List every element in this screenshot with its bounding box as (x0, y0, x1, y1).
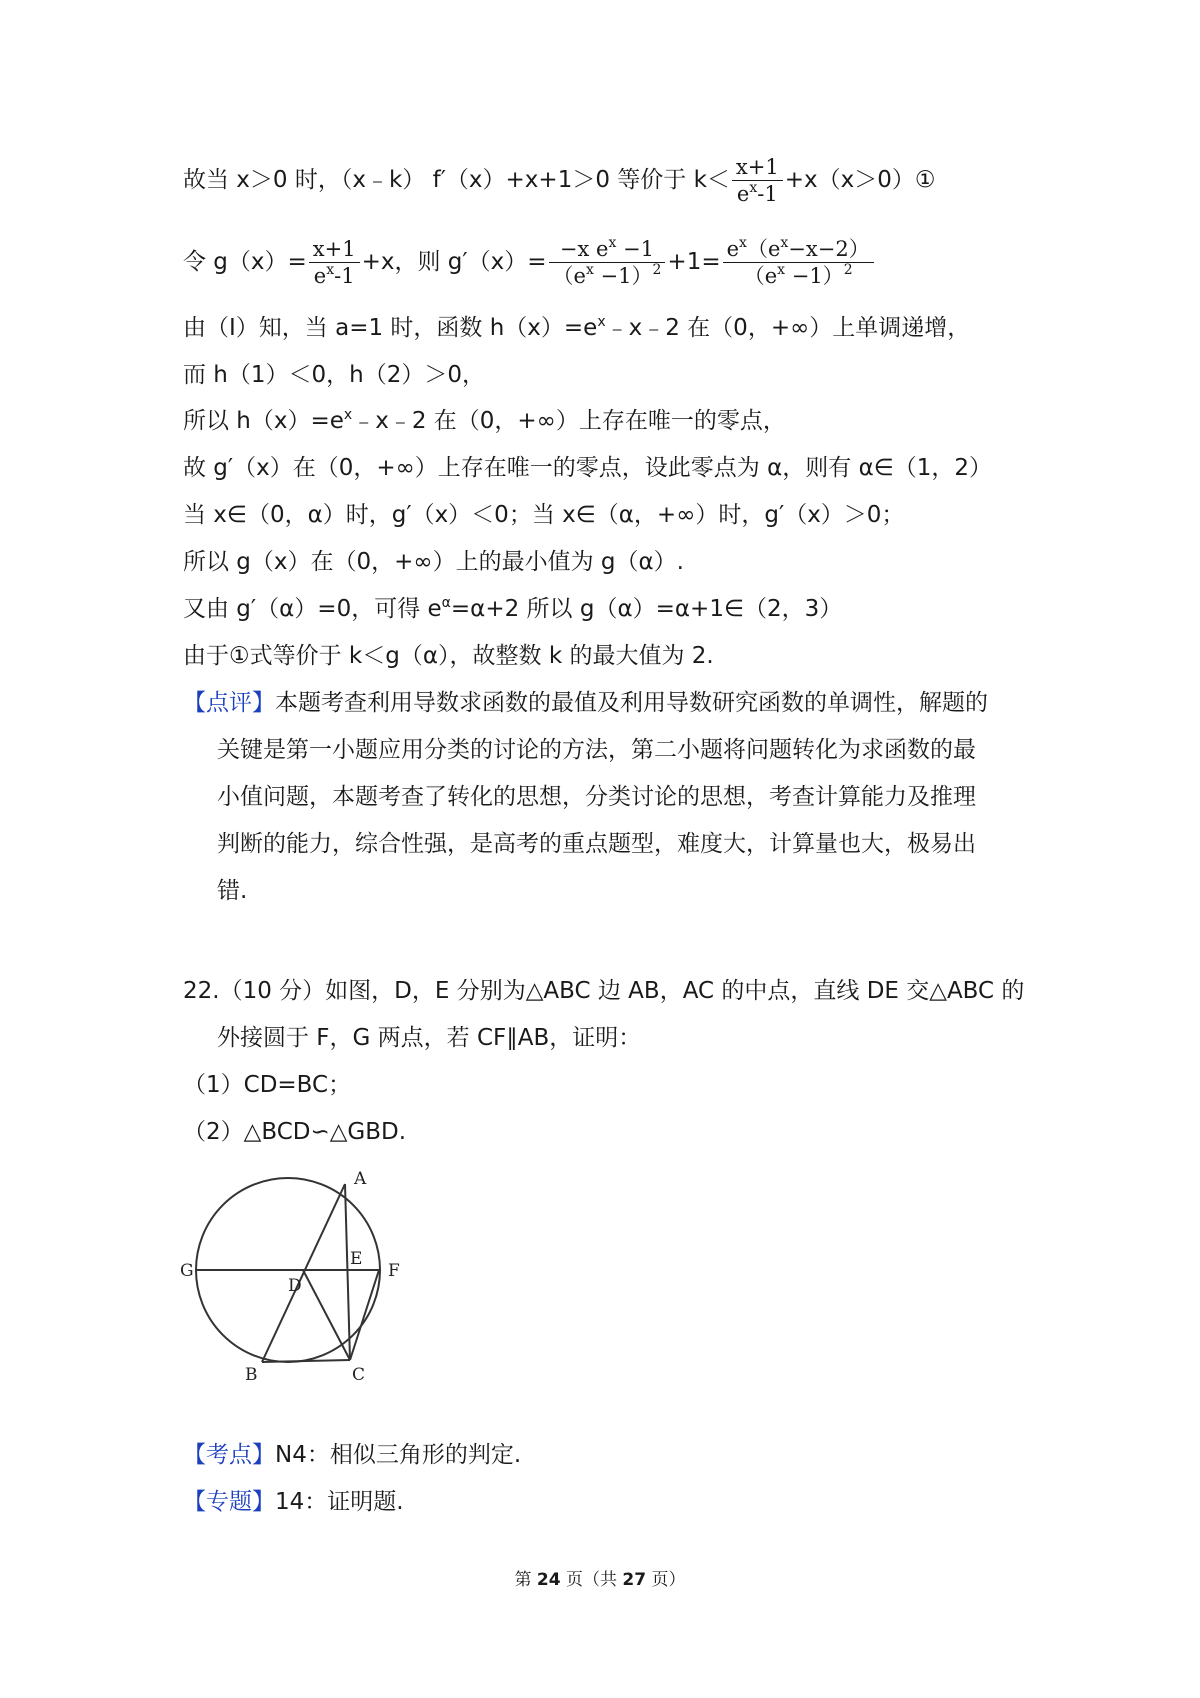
segment-dc (303, 1270, 350, 1360)
question-line-1: 22.（10 分）如图，D，E 分别为△ABC 边 AB，AC 的中点，直线 DE 交△ABC 的 (183, 978, 1025, 1004)
fraction: $\frac{-x e^x -1}{(e^x -1)^2}$ (549, 236, 666, 289)
solution-line-9: 又由 g′（α）=0，可得 $e^\alpha=\alpha+2$ 所以 g（α）=α+1∈（2，3） (183, 595, 843, 622)
page-number: 24 (536, 1570, 561, 1590)
fraction: $\frac{x+1}{e^x-1}$ (309, 236, 360, 289)
solution-line-5: 所以 $h(x)=e^x﹣x﹣2$ 在（0，+∞）上存在唯一的零点， (183, 407, 786, 434)
page-total: 27 (622, 1570, 647, 1590)
solution-line-8: 所以 g（x）在（0，+∞）上的最小值为 g（α）. (183, 549, 684, 575)
solution-line-4: 而 h（1）＜0，h（2）＞0， (183, 362, 485, 388)
circle-diagram (180, 1169, 435, 1385)
label-a: A (354, 1169, 367, 1189)
geometry-figure (180, 1169, 435, 1389)
review-line-2: 关键是第一小题应用分类的讨论的方法，第二小题将问题转化为求函数的最 (217, 737, 976, 763)
solution-line-7: 当 x∈（0，α）时，g′（x）＜0；当 x∈（α，+∞）时，g′（x）＞0； (183, 502, 905, 528)
label-d: D (288, 1276, 302, 1296)
question-part-1: （1）CD=BC； (183, 1072, 352, 1098)
review-line-5: 错. (217, 878, 248, 904)
fraction: $\frac{e^x(e^x-x-2)}{(e^x -1)^2}$ (723, 236, 874, 289)
review-tag: 【点评】 (183, 690, 275, 716)
review-line-3: 小值问题，本题考查了转化的思想，分类讨论的思想，考查计算能力及推理 (217, 784, 976, 810)
solution-line-3: 由（I）知，当 a=1 时，函数 $h(x)=e^x﹣x﹣2$ 在（0，+∞）上单调递增， (183, 314, 971, 341)
label-f: F (388, 1261, 400, 1281)
page-footer: 第 24 页（共 27 页） (514, 1570, 686, 1590)
kaodian-tag: 【考点】 (183, 1442, 275, 1468)
fraction: $\frac{x+1}{e^x-1}$ (732, 154, 783, 207)
text: +x（x＞0）① (784, 167, 936, 193)
label-c: C (352, 1365, 366, 1385)
solution-line-10: 由于①式等价于 k＜g（α），故整数 k 的最大值为 2. (183, 643, 714, 669)
review-line-4: 判断的能力，综合性强，是高考的重点题型，难度大，计算量也大，极易出 (217, 831, 976, 857)
label-g: G (180, 1261, 194, 1281)
kaodian-line: 【考点】N4：相似三角形的判定. (183, 1442, 522, 1468)
question-line-2: 外接圆于 F，G 两点，若 CF∥AB，证明： (217, 1025, 642, 1051)
zhuanti-tag: 【专题】 (183, 1489, 275, 1515)
segment-ac (345, 1184, 350, 1360)
zhuanti-line: 【专题】14：证明题. (183, 1489, 404, 1515)
solution-line-1 (183, 154, 935, 207)
review-line-1: 【点评】本题考查利用导数求函数的最值及利用导数研究函数的单调性，解题的 (183, 690, 988, 716)
text: 故当 x＞0 时，（x﹣k） f′（x）+x+1＞0 等价于 k＜ (183, 167, 730, 193)
label-b: B (245, 1365, 258, 1385)
solution-line-2: 令 g（x）= $\frac{x+1}{e^x-1}$ +x，则 g′（x）= $\frac{-x e^x -1}{(e^x -1)^2}$ +1= $\frac{e^x(e^x-x-2)}{(e^x -1)^2}$ (183, 236, 876, 289)
label-e: E (350, 1249, 363, 1269)
solution-line-6: 故 g′（x）在（0，+∞）上存在唯一的零点，设此零点为 α，则有 α∈（1，2） (183, 455, 993, 481)
segment-cf (350, 1270, 379, 1360)
question-part-2: （2）△BCD∽△GBD. (183, 1119, 407, 1145)
